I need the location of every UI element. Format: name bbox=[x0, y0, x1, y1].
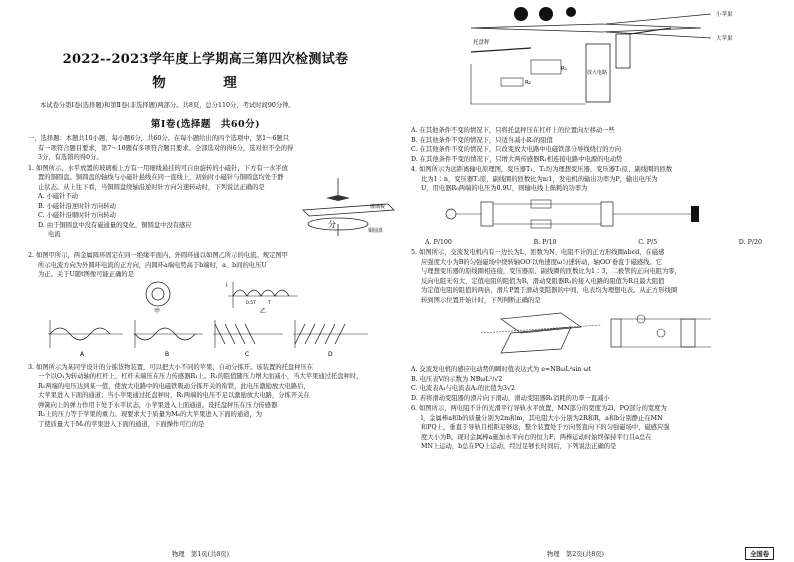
q2-figures bbox=[28, 280, 378, 314]
badge-national: 全国卷 bbox=[745, 547, 774, 560]
q1-option[interactable]: 电流 bbox=[48, 231, 61, 239]
q2-label-yi: 乙 bbox=[260, 307, 267, 314]
q4-line: 比为1∶n，变压器T₂原、副线圈的匝数比为n∶1，发电机的输出功率为P，输出电压为 bbox=[421, 175, 658, 183]
footer-left: 物理 第1页(共8页) bbox=[172, 551, 230, 558]
q2-line: 所示电流方向为外圆环电流的正方向，内圆环a端电势高于b端时，a、b间的电压U bbox=[38, 261, 267, 269]
section-rule-1: 一、选择题：本题共10小题，每小题6分，共60分。在每小题给出的四个选项中，第1～6题只 bbox=[28, 135, 290, 143]
q2-graph-b[interactable] bbox=[133, 320, 203, 358]
q1-line: 置的铜圆盘。铜圆盘的轴线与小磁针悬线在同一直线上，初始时小磁针与铜圆盘均处于静 bbox=[38, 174, 284, 182]
q2-choice-b: B bbox=[165, 350, 170, 358]
q2-line: 为正。关于U随t图像可能正确的是 bbox=[38, 271, 134, 279]
exam-title: 2022--2023学年度上学期高三第四次检测试卷 bbox=[62, 52, 349, 67]
exam-instructions: 本试卷分第Ⅰ卷(选择题)和第Ⅱ卷(非选择题)两部分。共8页，总分110分，考试时间90分钟。 bbox=[40, 102, 295, 109]
label-amplifier: 放大电路 bbox=[587, 70, 608, 76]
q2-graph-a[interactable] bbox=[48, 320, 123, 358]
q2-choice-d: D bbox=[328, 350, 333, 358]
q3-option-b[interactable]: B. 在其他条件不变的情况下，只适当减小R₂的阻值 bbox=[411, 136, 553, 144]
section-rule-3: 3分，有选错的得0分。 bbox=[38, 154, 103, 162]
q1-label-glass: 玻璃板 bbox=[370, 204, 386, 211]
q3-line: R₁两端的电压达到某一值，使放大电路中的电磁铁吸动分拣开关的衔铁，此电压激励放大电路后， bbox=[38, 382, 310, 390]
label-big-apple: 大苹果 bbox=[716, 36, 733, 42]
footer-right: 物理 第2页(共8页) bbox=[547, 551, 605, 558]
q4-option-a[interactable]: A. P/100 bbox=[425, 238, 452, 246]
q1-option[interactable]: A. 小磁针不动 bbox=[38, 193, 79, 201]
q5-line: 转到图示位置开始计时，下列判断正确的是 bbox=[421, 296, 541, 304]
q5-option-a[interactable]: A. 交流发电机的感应电动势的瞬时值表达式为 e=NBωL²sin ωt bbox=[411, 366, 592, 373]
q1-label-char: 分 bbox=[328, 220, 336, 230]
q2-choice-graphs bbox=[28, 318, 378, 358]
q5-line: 为定值电阻的阻值的两倍，滑片P置于滑动变阻器的中间，电表均为理想电表。从正方形线圈 bbox=[421, 287, 678, 294]
label-r1: R₁ bbox=[561, 66, 568, 72]
q3-line: 弹簧向上的弹力作用下处于水平状态，小苹果进入上面通道。设托盘秤压在压力传感器 bbox=[38, 401, 278, 409]
q5-line: 应强度大小为B的匀强磁场中绕转轴OO′以角速度ω匀速转动，轴OO′垂直于磁感线。它 bbox=[421, 258, 663, 266]
q1-option[interactable]: B. 小磁针沿逆时针方向转动 bbox=[38, 202, 116, 210]
q4-option-c[interactable]: C. P/5 bbox=[638, 238, 658, 246]
q3-option-a[interactable]: A. 在其他条件不变的情况下，只将托盘秤压在杠杆上的位置向左移动一些 bbox=[411, 127, 615, 134]
q2-axis-half-t: 0.5T bbox=[246, 300, 256, 306]
label-small-apple: 小苹果 bbox=[716, 12, 733, 18]
q1-option[interactable]: C. 小磁针沿顺时针方向转动 bbox=[38, 212, 116, 220]
q3-line: 了使质量大于M₀的苹果进入下面的通道，下面操作可行的是 bbox=[38, 420, 205, 428]
q2-graph-d[interactable] bbox=[293, 320, 368, 358]
question-2 bbox=[28, 251, 383, 362]
q5-option-b[interactable]: B. 电压表V的示数为 NBωL²/√2 bbox=[411, 375, 503, 383]
q5-line: 与理想变压器的原线圈相连接，变压器原、副线圈的匝数比为1∶3，二极管的正向电阻为零， bbox=[421, 268, 681, 275]
q1-figure bbox=[298, 178, 398, 238]
label-r2: R₂ bbox=[525, 80, 532, 86]
q4-line: 4. 如图所示为远距离输电原理图，变压器T₁、T₂均为理想变压器，变压器T₁原、副线圈的匝数 bbox=[411, 166, 673, 173]
q6-line: 和PQ上，垂直于导轨且相距足够远，整个装置处于方向竖直向下的匀强磁场中，磁感应强 bbox=[421, 424, 670, 431]
q3-option-c[interactable]: C. 在其他条件不变的情况下，只改变放大电路中电磁铁部分导线绕行的方向 bbox=[411, 146, 622, 153]
q2-axis-t: T bbox=[268, 300, 271, 306]
q2-choice-c: C bbox=[245, 350, 250, 358]
section-rule-2: 有一项符合题目要求，第7～10题有多项符合题目要求。全部选对的得6分，选对但不全的得 bbox=[38, 144, 294, 152]
q5-option-d[interactable]: D. 若将滑动变阻器的滑片向下滑动，滑动变阻器R₁消耗的功率一直减小 bbox=[411, 394, 610, 402]
q1-line: 1. 如图所示，水平放置的玻璃板上方有一用细线悬挂的可自由旋转的小磁针，下方有一水平放 bbox=[28, 164, 288, 172]
q1-line: 止状态。从上往下看，当铜圆盘绕轴沿逆时针方向匀速转动时，下列说法正确的是 bbox=[38, 183, 265, 191]
q4-option-b[interactable]: B. P/10 bbox=[533, 238, 557, 246]
q4-option-d[interactable]: D. P/20 bbox=[738, 238, 762, 246]
q3-line: 3. 如图所示为某同学设计的分拣货物装置，可以把大小不同的苹果，自动分拣开。该装置的托盘秤压在 bbox=[28, 363, 314, 371]
q6-line: l，金属棒a和b的质量分别为2m和m，其电阻大小分别为2R和R，a和b分别静止在MN bbox=[421, 414, 663, 422]
q2-graph-c[interactable] bbox=[213, 320, 283, 358]
question-3 bbox=[28, 363, 383, 430]
q2-axis-i: i bbox=[226, 281, 228, 289]
q5-figure bbox=[411, 305, 771, 361]
question-4 bbox=[411, 165, 772, 247]
q1-block bbox=[28, 192, 386, 250]
q5-line: 反向电阻无穷大，定值电阻的阻值为R，滑动变阻器R₁的接入电路的阻值为R且最大阻值 bbox=[421, 277, 665, 285]
exam-subject: 物 理 bbox=[152, 75, 259, 91]
q4-options bbox=[411, 238, 772, 248]
right-page bbox=[397, 0, 794, 562]
q4-line: U，用电器R₀两端的电压为0.9U，则输电线上损耗的功率为 bbox=[421, 185, 588, 192]
q6-line: 6. 如图所示，两电阻不计的光滑平行导轨水平放置，MN部分的宽度为2l，PQ部分的宽度为 bbox=[411, 405, 667, 412]
question-1 bbox=[28, 164, 386, 251]
label-tray: 托盘秤 bbox=[473, 40, 490, 46]
section-title: 第Ⅰ卷(选择题 共60分) bbox=[150, 119, 261, 131]
q6-line: MN上运动，b总在PQ上运动，经过足够长时间后，下列说法正确的是 bbox=[421, 443, 617, 450]
q3-option-d[interactable]: D. 在其他条件不变的情况下，只增大两传感器R₁相连接电路中电源的电动势 bbox=[411, 155, 623, 163]
q2-choice-a: A bbox=[80, 350, 85, 358]
q3-line: 大苹果进入下面的通道；当小苹果通过托盘秤时，R₁两端的电压不足以激励放大电路，分拣开关在 bbox=[38, 392, 310, 400]
q3-line: R₁上的压力等于苹果的重力。现要求大于质量为M₀的大苹果进入下面的通道，为 bbox=[38, 411, 263, 419]
question-5 bbox=[411, 248, 772, 403]
q2-line: 2. 如图甲所示，两金属圆环固定在同一绝缘平面内，外圆环通以如图乙所示的电流。规定图甲 bbox=[28, 252, 288, 260]
q4-figure bbox=[411, 194, 771, 234]
q3-line: 一个以O₁为转动轴的杠杆上，杠杆末端压在压力传感器R₁上。R₁的阻值随压力增大而减小，当大苹果通过托盘秤时， bbox=[38, 373, 363, 381]
q2-label-jia: 甲 bbox=[154, 307, 161, 314]
q6-line: 度大小为B。现对金属棒a施加水平向右的恒力F，两棒运动时始终保持平行且a总在 bbox=[421, 433, 652, 441]
q1-option[interactable]: D. 由于铜圆盘中没有磁通量的变化，铜圆盘中没有感应 bbox=[38, 221, 192, 229]
question-6 bbox=[411, 404, 772, 452]
q3-figure bbox=[411, 4, 771, 122]
q5-line: 5. 如图所示，交流发电机内有一边长为L、匝数为N、电阻不计的正方形线圈abcd，在磁感 bbox=[411, 249, 665, 256]
q1-label-disk: 铜圆盘 bbox=[368, 228, 384, 235]
q5-option-c[interactable]: C. 电流表A₁与电流表A₂的比值为3√2 bbox=[411, 385, 516, 392]
